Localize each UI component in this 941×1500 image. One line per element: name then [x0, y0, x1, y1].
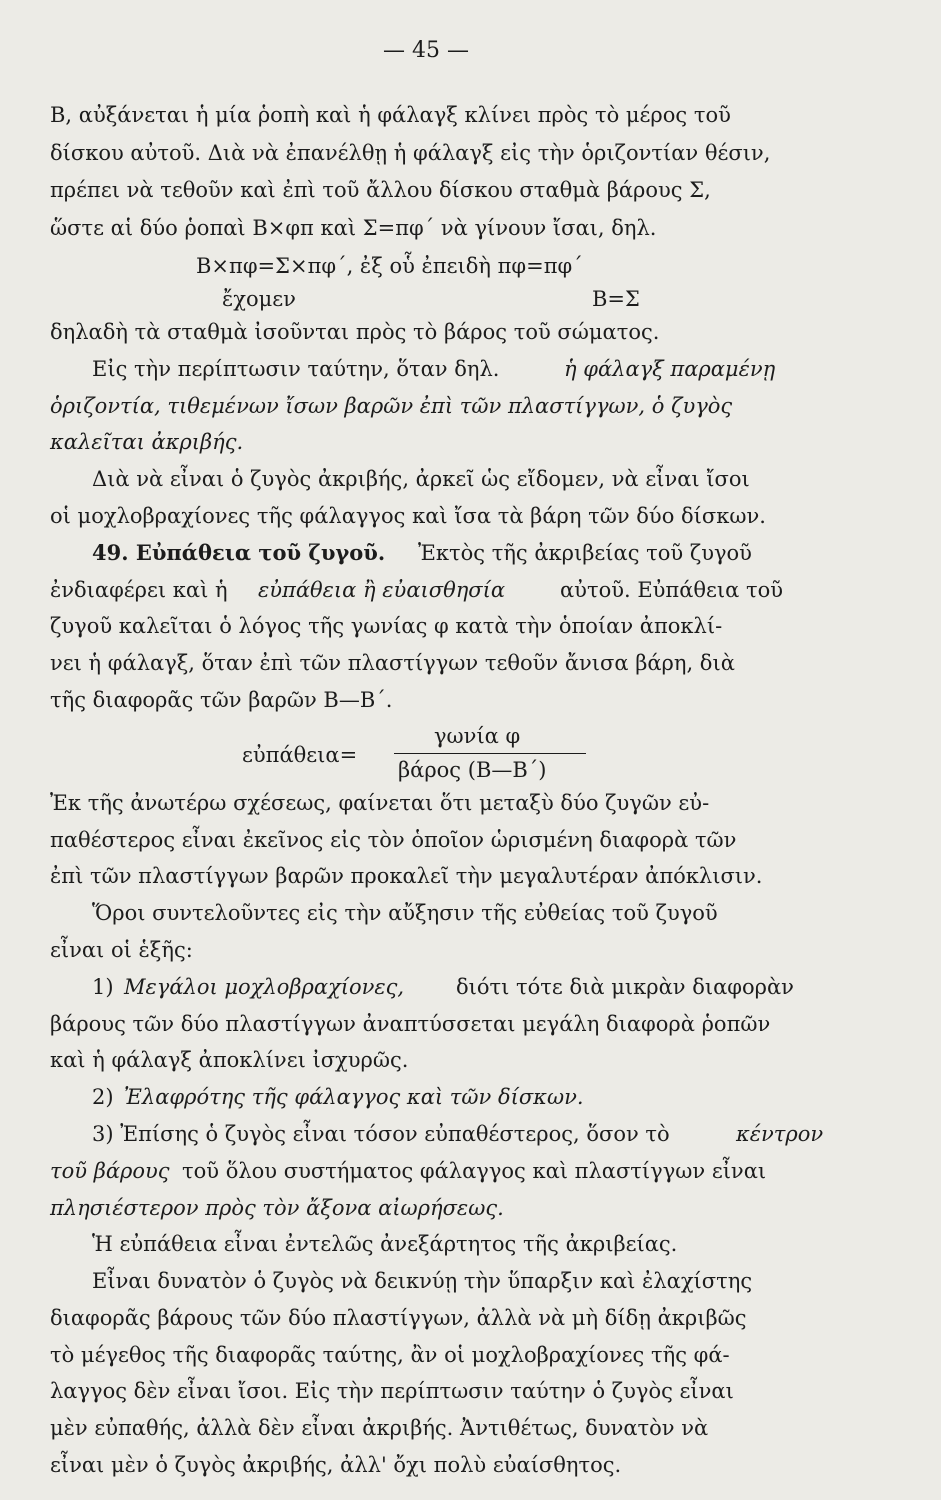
fraction-bar	[394, 753, 586, 754]
text-line: δίσκου αὐτοῦ. Διὰ νὰ ἐπανέλθῃ ἡ φάλαγξ εἰς τὴν ὁριζοντίαν θέσιν,	[50, 140, 771, 165]
text-line: Εἶναι δυνατὸν ὁ ζυγὸς νὰ δεικνύῃ τὴν ὕπαρξιν καὶ ἐλαχίστης	[92, 1269, 753, 1294]
text-line: αὐτοῦ. Εὐπάθεια τοῦ	[560, 577, 784, 602]
emphasis-text: εὐπάθεια ἢ εὐαισθησία	[258, 577, 506, 602]
text-line: εἶναι μὲν ὁ ζυγὸς ἀκριβής, ἀλλ' ὄχι πολὺ εὐαίσθητος.	[50, 1453, 622, 1477]
text-line: βάρους τῶν δύο πλαστίγγων ἀναπτύσσεται μεγάλη διαφορὰ ῥοπῶν	[50, 1011, 771, 1036]
formula-label: εὐπάθεια=	[242, 742, 358, 767]
text-line: Ἐκτὸς τῆς ἀκριβείας τοῦ ζυγοῦ	[418, 540, 752, 565]
text-line: Ὅροι συντελοῦντες εἰς τὴν αὔξησιν τῆς εὐθείας τοῦ ζυγοῦ	[92, 901, 718, 926]
formula-denominator: βάρος (Β—Β΄)	[398, 757, 547, 782]
text-line: διαφορᾶς βάρους τῶν δύο πλαστίγγων, ἀλλὰ νὰ μὴ δίδῃ ἀκριβῶς	[50, 1305, 747, 1330]
text-line: εἶναι οἱ ἑξῆς:	[50, 938, 193, 962]
emphasis-text: κέντρον	[736, 1121, 824, 1146]
formula-numerator: γωνία φ	[434, 723, 521, 748]
text-line: μὲν εὐπαθής, ἀλλὰ δὲν εἶναι ἀκριβής. Ἀντιθέτως, δυνατὸν νὰ	[50, 1416, 709, 1441]
text-line: καὶ ἡ φάλαγξ ἀποκλίνει ἰσχυρῶς.	[50, 1048, 409, 1073]
emphasis-text: ὁριζοντία, τιθεμένων ἴσων βαρῶν ἐπὶ τῶν πλαστίγγων, ὁ ζυγὸς	[50, 393, 733, 418]
text-line: Εἰς τὴν περίπτωσιν ταύτην, ὅταν δηλ.	[92, 356, 500, 381]
text-line: παθέστερος εἶναι ἐκεῖνος εἰς τὸν ὁποῖον ὡρισμένη διαφορὰ τῶν	[50, 827, 737, 852]
text-line: δηλαδὴ τὰ σταθμὰ ἰσοῦνται πρὸς τὸ βάρος τοῦ σώματος.	[50, 320, 660, 345]
text-line: ὥστε αἱ δύο ῥοπαὶ Β×φπ καὶ Σ=πφ΄ νὰ γίνουν ἴσαι, δηλ.	[50, 216, 657, 241]
text-line: ἔχομεν	[222, 286, 296, 311]
text-line: λαγγος δὲν εἶναι ἴσοι. Εἰς τὴν περίπτωσιν ταύτην ὁ ζυγὸς εἶναι	[50, 1379, 734, 1404]
text-line: Διὰ νὰ εἶναι ὁ ζυγὸς ἀκριβής, ἀρκεῖ ὡς εἴδομεν, νὰ εἶναι ἴσοι	[92, 467, 750, 492]
emphasis-text: πλησιέστερον πρὸς τὸν ἄξονα αἰωρήσεως.	[50, 1195, 504, 1220]
text-line: οἱ μοχλοβραχίονες τῆς φάλαγγος καὶ ἴσα τὰ βάρη τῶν δύο δίσκων.	[50, 503, 766, 528]
list-number: 1)	[92, 974, 114, 999]
emphasis-text: καλεῖται ἀκριβής.	[50, 430, 244, 455]
text-line: Ἡ εὐπάθεια εἶναι ἐντελῶς ἀνεξάρτητος τῆς ἀκριβείας.	[92, 1232, 678, 1257]
text-line: 3) Ἐπίσης ὁ ζυγὸς εἶναι τόσον εὐπαθέστερος, ὅσον τὸ	[92, 1121, 670, 1146]
section-heading: 49. Εὐπάθεια τοῦ ζυγοῦ.	[92, 539, 386, 565]
sensitivity-formula	[242, 724, 622, 784]
emphasis-text: Ἐλαφρότης τῆς φάλαγγος καὶ τῶν δίσκων.	[124, 1085, 584, 1110]
text-line: ἐπὶ τῶν πλαστίγγων βαρῶν προκαλεῖ τὴν μεγαλυτέραν ἀπόκλισιν.	[50, 864, 763, 889]
text-line: νει ἡ φάλαγξ, ὅταν ἐπὶ τῶν πλαστίγγων τεθοῦν ἄνισα βάρη, διὰ	[50, 651, 735, 676]
emphasis-text: τοῦ βάρους	[50, 1158, 170, 1183]
emphasis-text: ἡ φάλαγξ παραμένῃ	[564, 356, 776, 381]
text-line: Β, αὐξάνεται ἡ μία ῥοπὴ καὶ ἡ φάλαγξ κλίνει πρὸς τὸ μέρος τοῦ	[50, 103, 731, 127]
text-line: τὸ μέγεθος τῆς διαφορᾶς ταύτης, ἂν οἱ μοχλοβραχίονες τῆς φά-	[50, 1342, 730, 1367]
text-line: τῆς διαφορᾶς τῶν βαρῶν Β—Β΄.	[50, 687, 393, 712]
text-line: διότι τότε διὰ μικρὰν διαφορὰν	[456, 974, 794, 999]
text-line: ἐνδιαφέρει καὶ ἡ	[50, 577, 228, 602]
list-number: 2)	[92, 1085, 114, 1110]
text-line: Ἐκ τῆς ἀνωτέρω σχέσεως, φαίνεται ὅτι μεταξὺ δύο ζυγῶν εὐ-	[50, 790, 710, 815]
equation-line: Β×πφ=Σ×πφ΄, ἐξ οὗ ἐπειδὴ πφ=πφ΄	[196, 253, 583, 278]
emphasis-text: Μεγάλοι μοχλοβραχίονες,	[124, 974, 405, 999]
page-number: — 45 —	[383, 38, 469, 63]
text-line: τοῦ ὅλου συστήματος φάλαγγος καὶ πλαστίγγων εἶναι	[182, 1158, 767, 1183]
equation-result: Β=Σ	[592, 286, 640, 311]
text-line: ζυγοῦ καλεῖται ὁ λόγος τῆς γωνίας φ κατὰ τὴν ὁποίαν ἀποκλί-	[50, 614, 723, 639]
text-line: πρέπει νὰ τεθοῦν καὶ ἐπὶ τοῦ ἄλλου δίσκου σταθμὰ βάρους Σ,	[50, 178, 711, 203]
